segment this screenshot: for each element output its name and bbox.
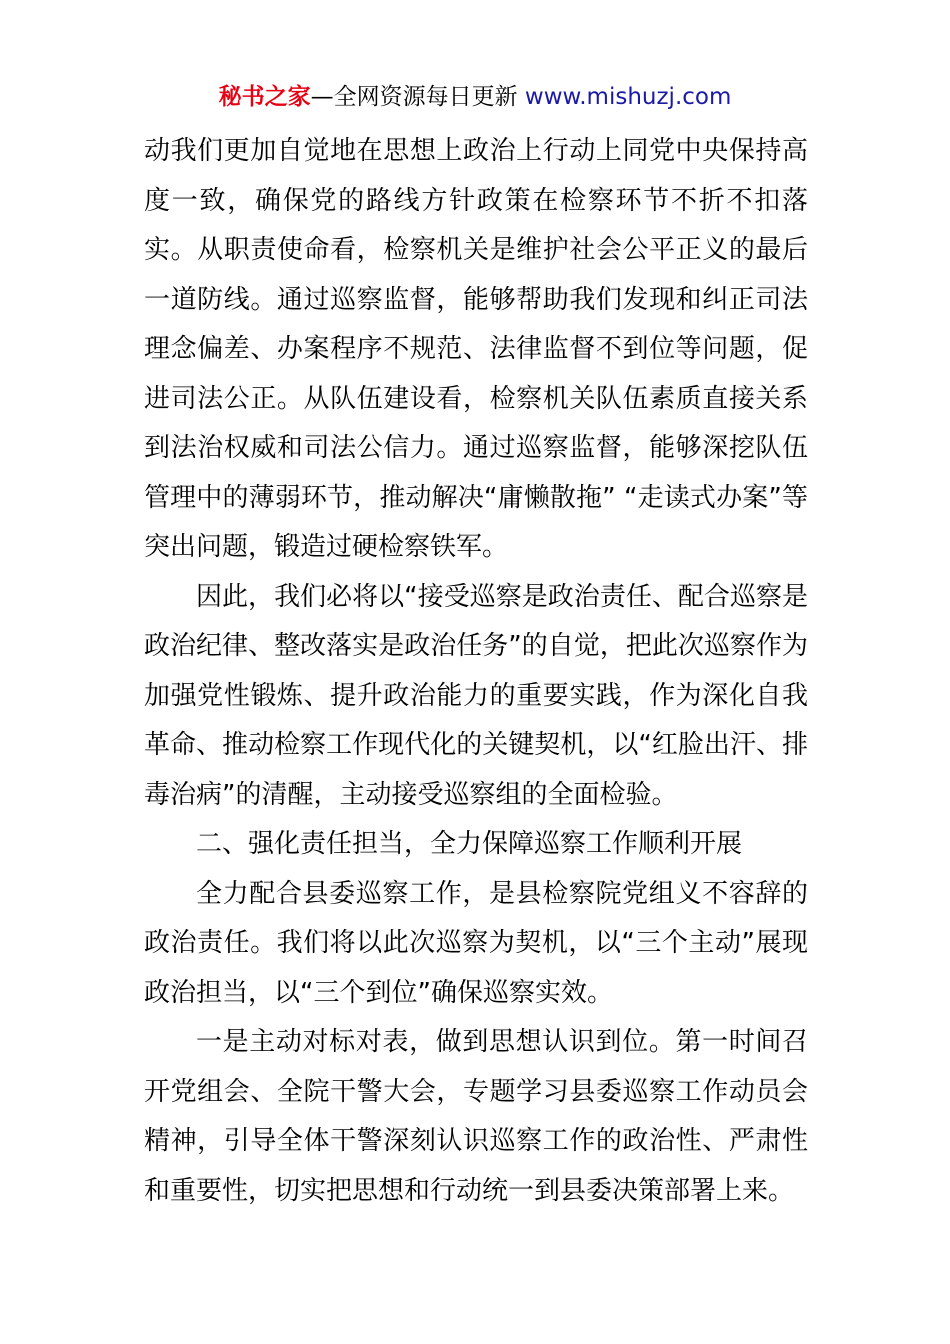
body-paragraph: 因此，我们必将以“接受巡察是政治责任、配合巡察是政治纪律、整改落实是政治任务”的自觉，把此次巡察作为加强党性锻炼、提升政治能力的重要实践，作为深化自我革命、推动检察工作现代化的关键契机，以“红脸出汗、排毒治病”的清醒，主动接受巡察组的全面检验。 [144, 581, 808, 810]
site-tagline: —全网资源每日更新 [310, 84, 525, 110]
body-paragraph: 一是主动对标对表，做到思想认识到位。第一时间召开党组会、全院干警大会，专题学习县委巡察工作动员会精神，引导全体干警深刻认识巡察工作的政治性、严肃性和重要性，切实把思想和行动统一到县委决策部署上来。 [144, 1027, 808, 1206]
site-url-link[interactable]: www.mishuzj.com [524, 84, 732, 110]
document-body [144, 127, 808, 1216]
site-header [0, 82, 950, 112]
body-paragraph: 动我们更加自觉地在思想上政治上行动上同党中央保持高度一致，确保党的路线方针政策在检察环节不折不扣落实。从职责使命看，检察机关是维护社会公平正义的最后一道防线。通过巡察监督，能够帮助我们发现和纠正司法理念偏差、办案程序不规范、法律监督不到位等问题，促进司法公正。从队伍建设看，检察机关队伍素质直接关系到法治权威和司法公信力。通过巡察监督，能够深挖队伍管理中的薄弱环节，推动解决“庸懒散拖” “走读式办案”等突出问题，锻造过硬检察铁军。 [144, 136, 808, 562]
site-brand: 秘书之家 [218, 84, 311, 110]
section-heading: 二、强化责任担当，全力保障巡察工作顺利开展 [196, 829, 743, 859]
body-paragraph: 全力配合县委巡察工作，是县检察院党组义不容辞的政治责任。我们将以此次巡察为契机，以“三个主动”展现政治担当，以“三个到位”确保巡察实效。 [144, 878, 808, 1008]
